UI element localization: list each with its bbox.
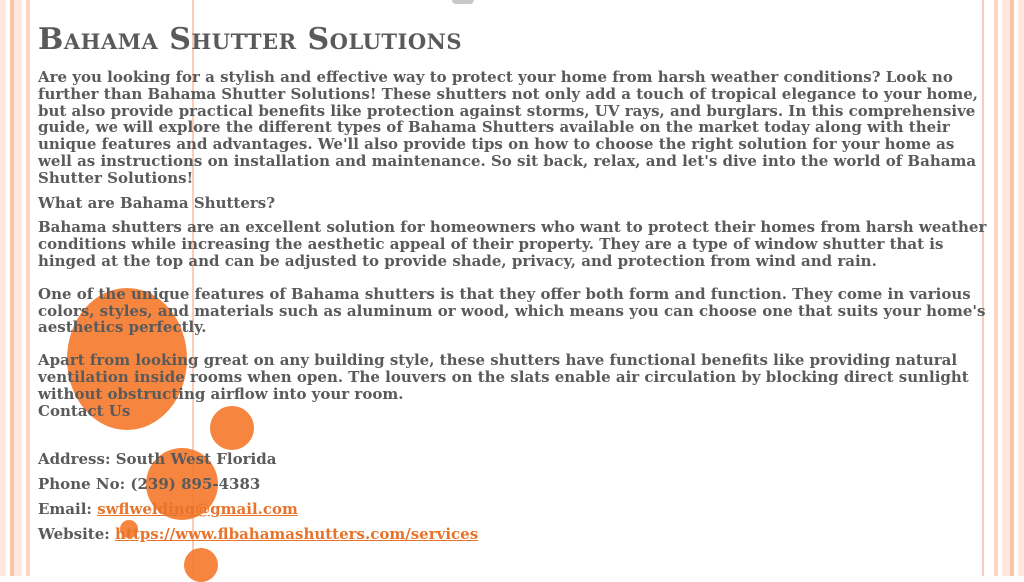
email-label: Email: [38,500,98,519]
website-link[interactable]: https://www.flbahamashutters.com/services [115,525,479,544]
phone-line [38,476,988,493]
slide-content [38,22,988,551]
paragraph-features: One of the unique features of Bahama shutters is that they offer both form and function. They come in various colors, styles, and materials such as aluminum or wood, which means you can choose one that suits your home's aesthetics perfectly. [38,284,986,337]
intro-paragraph: Are you looking for a stylish and effective way to protect your home from harsh weather conditions? Look no further than Bahama Shutter Solutions! These shutters not only add a touch of tropical elegance to your home, but also provide practical benefits like protection against storms, UV rays, and burglars. In this comprehensive guide, we will explore the different types of Bahama Shutters available on the market today along with their unique features and advantages. We'll also provide tips on how to choose the right solution for your home as well as instructions on installation and maintenance. So sit back, relax, and let's dive into the world of Bahama Shutter Solutions! [38,68,979,187]
right-stripe-decoration [984,0,1024,576]
phone-label: Phone No: [38,475,131,494]
top-mark-decoration [452,0,474,4]
address-line [38,451,988,468]
contact-heading: Contact Us [38,401,131,420]
email-link[interactable]: swflwelding@gmail.com [97,500,298,519]
bottom-orange-circle [184,548,218,582]
paragraph-benefits: Apart from looking great on any building style, these shutters have functional benefits like providing natural ventilation inside rooms when open. The louvers on the slats enable air circulation by blocking direct sunlight without obstructing airflow into your room. [38,351,969,403]
address-value: South West Florida [115,450,277,469]
email-line [38,501,988,518]
page-title: Bahama Shutter Solutions [38,22,462,57]
website-label: Website: [38,525,116,544]
paragraph-definition: Bahama shutters are an excellent solution for homeowners who want to protect their homes from harsh weather conditions while increasing the aesthetic appeal of their property. They are a type of window shutter that is hinged at the top and can be adjusted to provide shade, privacy, and protection from wind and rain. [38,218,987,270]
left-stripe-decoration [0,0,40,576]
website-line [38,526,988,543]
section-heading: What are Bahama Shutters? [38,193,276,212]
address-label: Address: [38,450,116,469]
phone-value: (239) 895-4383 [130,475,261,494]
